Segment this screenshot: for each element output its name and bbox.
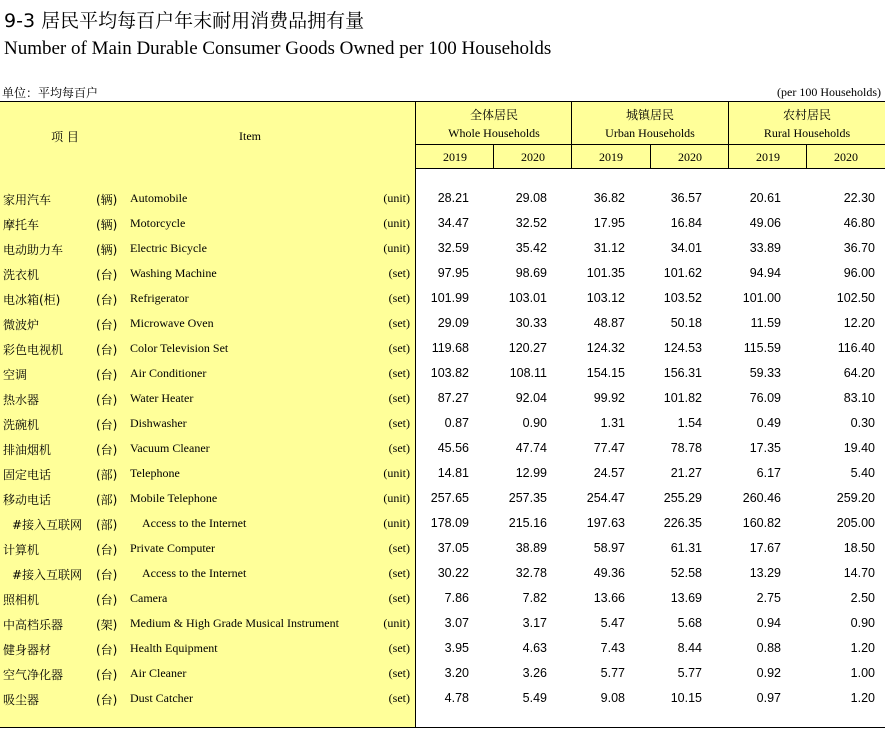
value-cell: 35.42	[515, 241, 547, 255]
measure-word: (辆)	[96, 243, 118, 257]
table-row	[0, 311, 885, 336]
value-cell: 13.69	[670, 591, 702, 605]
item-name-en: Medium & High Grade Musical Instrument	[130, 616, 339, 630]
value-cell: 32.78	[515, 566, 547, 580]
value-cell: 3.95	[444, 641, 469, 655]
table-row	[0, 636, 885, 661]
item-name-cn: 排油烟机	[3, 443, 52, 457]
value-cell: 101.35	[586, 266, 625, 280]
value-cell: 97.95	[437, 266, 469, 280]
value-cell: 0.30	[850, 416, 875, 430]
measure-word: (辆)	[96, 193, 118, 207]
measure-word: (台)	[96, 543, 118, 557]
value-cell: 36.82	[593, 191, 625, 205]
value-cell: 6.17	[756, 466, 781, 480]
item-unit: (set)	[388, 541, 410, 555]
table-row	[0, 286, 885, 311]
value-cell: 120.27	[508, 341, 547, 355]
item-name-en: Color Television Set	[130, 341, 229, 355]
item-unit: (set)	[388, 291, 410, 305]
item-name-cn: 空气净化器	[3, 668, 64, 682]
value-cell: 17.95	[593, 216, 625, 230]
value-cell: 3.07	[444, 616, 469, 630]
value-cell: 77.47	[593, 441, 625, 455]
table-top-rule	[0, 101, 885, 102]
table-title-en: Number of Main Durable Consumer Goods Owned per 100 Households	[4, 38, 552, 59]
item-name-cn: #接入互联网	[12, 518, 83, 532]
item-name-cn: 中高档乐器	[3, 618, 64, 632]
measure-word: (台)	[96, 668, 118, 682]
value-cell: 4.78	[444, 691, 469, 705]
value-cell: 99.92	[593, 391, 625, 405]
value-cell: 101.62	[663, 266, 702, 280]
value-cell: 29.09	[437, 316, 469, 330]
item-name-en: Microwave Oven	[130, 316, 214, 330]
header-bottom-rule	[416, 168, 885, 169]
value-cell: 3.17	[522, 616, 547, 630]
value-cell: 58.97	[593, 541, 625, 555]
item-unit: (set)	[388, 391, 410, 405]
year-header: 2019	[443, 150, 467, 164]
table-row	[0, 386, 885, 411]
value-cell: 13.29	[749, 566, 781, 580]
measure-word: (台)	[96, 443, 118, 457]
value-cell: 19.40	[843, 441, 875, 455]
value-cell: 154.15	[586, 366, 625, 380]
value-cell: 254.47	[586, 491, 625, 505]
item-name-en: Private Computer	[130, 541, 215, 555]
item-name-en: Access to the Internet	[142, 516, 247, 530]
table-row	[0, 486, 885, 511]
item-name-en: Air Conditioner	[130, 366, 207, 380]
table-body	[0, 186, 885, 711]
item-name-en: Washing Machine	[130, 266, 217, 280]
table-row	[0, 236, 885, 261]
value-cell: 20.61	[749, 191, 781, 205]
item-name-en: Air Cleaner	[130, 666, 187, 680]
year-header: 2020	[834, 150, 858, 164]
item-unit: (unit)	[383, 616, 410, 630]
measure-word: (台)	[96, 643, 118, 657]
value-cell: 78.78	[670, 441, 702, 455]
item-name-en: Automobile	[130, 191, 188, 205]
item-name-cn: 洗碗机	[3, 418, 40, 432]
item-name-cn: 移动电话	[3, 493, 52, 507]
year-header: 2020	[678, 150, 702, 164]
value-cell: 12.20	[843, 316, 875, 330]
value-cell: 1.54	[677, 416, 702, 430]
value-cell: 3.20	[444, 666, 469, 680]
value-cell: 32.52	[515, 216, 547, 230]
item-name-cn: 吸尘器	[3, 693, 40, 707]
value-cell: 8.44	[677, 641, 702, 655]
unit-note-cn: 单位：平均每百户	[2, 86, 99, 100]
table-row	[0, 536, 885, 561]
value-cell: 18.50	[843, 541, 875, 555]
value-cell: 29.08	[515, 191, 547, 205]
item-unit: (set)	[388, 566, 410, 580]
value-cell: 22.30	[843, 191, 875, 205]
value-cell: 5.77	[600, 666, 625, 680]
value-cell: 14.81	[437, 466, 469, 480]
value-cell: 52.58	[670, 566, 702, 580]
value-cell: 5.40	[850, 466, 875, 480]
measure-word: (台)	[96, 393, 118, 407]
value-cell: 101.99	[430, 291, 469, 305]
value-cell: 178.09	[430, 516, 469, 530]
table-row	[0, 511, 885, 536]
year-header: 2020	[521, 150, 545, 164]
item-unit: (set)	[388, 691, 410, 705]
value-cell: 50.18	[670, 316, 702, 330]
value-cell: 124.32	[586, 341, 625, 355]
value-cell: 0.49	[756, 416, 781, 430]
value-cell: 103.01	[508, 291, 547, 305]
table-title-cn: 9-3 居民平均每百户年末耐用消费品拥有量	[4, 10, 365, 32]
value-cell: 11.59	[750, 316, 781, 330]
value-cell: 0.94	[756, 616, 781, 630]
value-cell: 7.86	[444, 591, 469, 605]
value-cell: 36.57	[670, 191, 702, 205]
value-cell: 10.15	[670, 691, 702, 705]
value-cell: 96.00	[843, 266, 875, 280]
value-cell: 1.31	[600, 416, 625, 430]
item-name-en: Mobile Telephone	[130, 491, 218, 505]
value-cell: 7.43	[600, 641, 625, 655]
item-name-cn: 摩托车	[3, 218, 40, 232]
value-cell: 3.26	[522, 666, 547, 680]
value-cell: 48.87	[593, 316, 625, 330]
value-cell: 259.20	[836, 491, 875, 505]
item-name-cn: 洗衣机	[3, 268, 40, 282]
value-cell: 124.53	[663, 341, 702, 355]
table-row	[0, 211, 885, 236]
value-cell: 59.33	[749, 366, 781, 380]
value-cell: 32.59	[437, 241, 469, 255]
table-row	[0, 586, 885, 611]
item-name-en: Vacuum Cleaner	[130, 441, 210, 455]
value-cell: 156.31	[663, 366, 702, 380]
year-header: 2019	[756, 150, 780, 164]
item-name-cn: 固定电话	[3, 468, 52, 482]
value-cell: 61.31	[670, 541, 702, 555]
value-cell: 37.05	[437, 541, 469, 555]
measure-word: (辆)	[96, 218, 118, 232]
measure-word: (部)	[96, 518, 118, 532]
value-cell: 2.50	[850, 591, 875, 605]
measure-word: (台)	[96, 568, 118, 582]
value-cell: 24.57	[593, 466, 625, 480]
value-cell: 92.04	[515, 391, 547, 405]
item-name-en: Dust Catcher	[130, 691, 193, 705]
table-row	[0, 686, 885, 711]
value-cell: 49.06	[749, 216, 781, 230]
value-cell: 13.66	[593, 591, 625, 605]
value-cell: 76.09	[749, 391, 781, 405]
value-cell: 257.35	[508, 491, 547, 505]
item-name-en: Electric Bicycle	[130, 241, 207, 255]
item-unit: (set)	[388, 416, 410, 430]
value-cell: 94.94	[749, 266, 781, 280]
value-cell: 14.70	[843, 566, 875, 580]
item-name-cn: #接入互联网	[12, 568, 83, 582]
item-unit: (set)	[388, 266, 410, 280]
item-name-en: Dishwasher	[130, 416, 187, 430]
value-cell: 197.63	[586, 516, 625, 530]
value-cell: 4.63	[522, 641, 547, 655]
item-unit: (unit)	[383, 216, 410, 230]
value-cell: 9.08	[600, 691, 625, 705]
table-row	[0, 661, 885, 686]
value-cell: 1.20	[850, 641, 875, 655]
table-bottom-rule	[0, 727, 885, 728]
item-unit: (set)	[388, 591, 410, 605]
value-cell: 0.88	[756, 641, 781, 655]
value-cell: 12.99	[515, 466, 547, 480]
measure-word: (台)	[96, 593, 118, 607]
item-unit: (set)	[388, 666, 410, 680]
value-cell: 7.82	[522, 591, 547, 605]
item-name-en: Camera	[130, 591, 168, 605]
item-unit: (unit)	[383, 491, 410, 505]
item-unit: (unit)	[383, 466, 410, 480]
measure-word: (部)	[96, 493, 118, 507]
value-cell: 5.49	[522, 691, 547, 705]
group-header-rural-en: Rural Households	[763, 126, 851, 140]
value-cell: 49.36	[593, 566, 625, 580]
table-row	[0, 461, 885, 486]
value-cell: 1.20	[850, 691, 875, 705]
item-unit: (set)	[388, 641, 410, 655]
item-unit: (unit)	[383, 516, 410, 530]
value-cell: 108.11	[509, 366, 547, 380]
value-cell: 17.67	[749, 541, 781, 555]
value-cell: 5.47	[600, 616, 625, 630]
item-unit: (unit)	[383, 191, 410, 205]
value-cell: 119.68	[431, 341, 469, 355]
value-cell: 64.20	[843, 366, 875, 380]
value-cell: 36.70	[843, 241, 875, 255]
item-unit: (set)	[388, 341, 410, 355]
item-name-cn: 彩色电视机	[3, 343, 64, 357]
item-name-cn: 照相机	[3, 593, 40, 607]
item-name-cn: 电动助力车	[3, 243, 64, 257]
value-cell: 16.84	[670, 216, 702, 230]
table-row	[0, 261, 885, 286]
measure-word: (台)	[96, 418, 118, 432]
value-cell: 102.50	[836, 291, 875, 305]
item-header-cn: 项 目	[51, 130, 79, 144]
item-name-cn: 热水器	[3, 393, 40, 407]
value-cell: 0.92	[756, 666, 781, 680]
value-cell: 160.82	[742, 516, 781, 530]
group-header-whole-cn: 全体居民	[469, 108, 518, 122]
value-cell: 0.90	[850, 616, 875, 630]
table-row	[0, 336, 885, 361]
value-cell: 0.97	[756, 691, 781, 705]
group-header-whole-en: Whole Households	[448, 126, 540, 140]
measure-word: (台)	[96, 268, 118, 282]
value-cell: 46.80	[843, 216, 875, 230]
unit-note-en: (per 100 Households)	[777, 85, 881, 99]
value-cell: 45.56	[437, 441, 469, 455]
table-row	[0, 611, 885, 636]
item-name-cn: 空调	[3, 368, 28, 382]
value-cell: 0.90	[522, 416, 547, 430]
item-name-en: Access to the Internet	[142, 566, 247, 580]
item-name-cn: 电冰箱(柜)	[3, 293, 61, 307]
value-cell: 205.00	[836, 516, 875, 530]
table-row	[0, 411, 885, 436]
item-name-cn: 微波炉	[3, 318, 40, 332]
value-cell: 83.10	[843, 391, 875, 405]
group-header-urban-cn: 城镇居民	[625, 108, 674, 122]
value-cell: 38.89	[515, 541, 547, 555]
item-name-en: Water Heater	[130, 391, 194, 405]
item-unit: (set)	[388, 441, 410, 455]
value-cell: 98.69	[515, 266, 547, 280]
item-name-cn: 计算机	[3, 543, 40, 557]
measure-word: (台)	[96, 318, 118, 332]
item-name-en: Motorcycle	[130, 216, 186, 230]
measure-word: (台)	[96, 368, 118, 382]
value-cell: 2.75	[756, 591, 781, 605]
item-unit: (set)	[388, 366, 410, 380]
value-cell: 33.89	[749, 241, 781, 255]
item-name-en: Telephone	[130, 466, 180, 480]
value-cell: 260.46	[742, 491, 781, 505]
value-cell: 47.74	[515, 441, 547, 455]
value-cell: 17.35	[749, 441, 781, 455]
value-cell: 226.35	[663, 516, 702, 530]
value-cell: 34.47	[437, 216, 469, 230]
group-header-urban-en: Urban Households	[605, 126, 695, 140]
measure-word: (架)	[96, 618, 118, 632]
value-cell: 21.27	[670, 466, 702, 480]
item-unit: (set)	[388, 316, 410, 330]
value-cell: 103.82	[430, 366, 469, 380]
value-cell: 103.52	[663, 291, 702, 305]
value-cell: 215.16	[508, 516, 547, 530]
value-cell: 1.00	[850, 666, 875, 680]
year-header: 2019	[599, 150, 623, 164]
table-row	[0, 561, 885, 586]
value-cell: 257.65	[430, 491, 469, 505]
value-cell: 103.12	[586, 291, 625, 305]
item-name-en: Refrigerator	[130, 291, 189, 305]
value-cell: 255.29	[663, 491, 702, 505]
item-header-en: Item	[239, 129, 261, 143]
table-row	[0, 361, 885, 386]
value-cell: 30.22	[437, 566, 469, 580]
item-name-cn: 家用汽车	[3, 193, 52, 207]
value-cell: 101.00	[742, 291, 781, 305]
value-cell: 31.12	[593, 241, 625, 255]
group-header-rural-cn: 农村居民	[782, 108, 831, 122]
measure-word: (部)	[96, 468, 118, 482]
measure-word: (台)	[96, 343, 118, 357]
value-cell: 30.33	[515, 316, 547, 330]
value-cell: 34.01	[670, 241, 702, 255]
item-name-en: Health Equipment	[130, 641, 218, 655]
value-cell: 0.87	[444, 416, 469, 430]
value-cell: 115.59	[743, 341, 781, 355]
table-row	[0, 186, 885, 211]
value-cell: 87.27	[437, 391, 469, 405]
measure-word: (台)	[96, 293, 118, 307]
value-cell: 101.82	[663, 391, 702, 405]
measure-word: (台)	[96, 693, 118, 707]
table-row	[0, 436, 885, 461]
value-cell: 5.77	[677, 666, 702, 680]
value-cell: 28.21	[437, 191, 469, 205]
item-unit: (unit)	[383, 241, 410, 255]
value-cell: 5.68	[677, 616, 702, 630]
value-cell: 116.40	[837, 341, 875, 355]
item-name-cn: 健身器材	[3, 643, 52, 657]
